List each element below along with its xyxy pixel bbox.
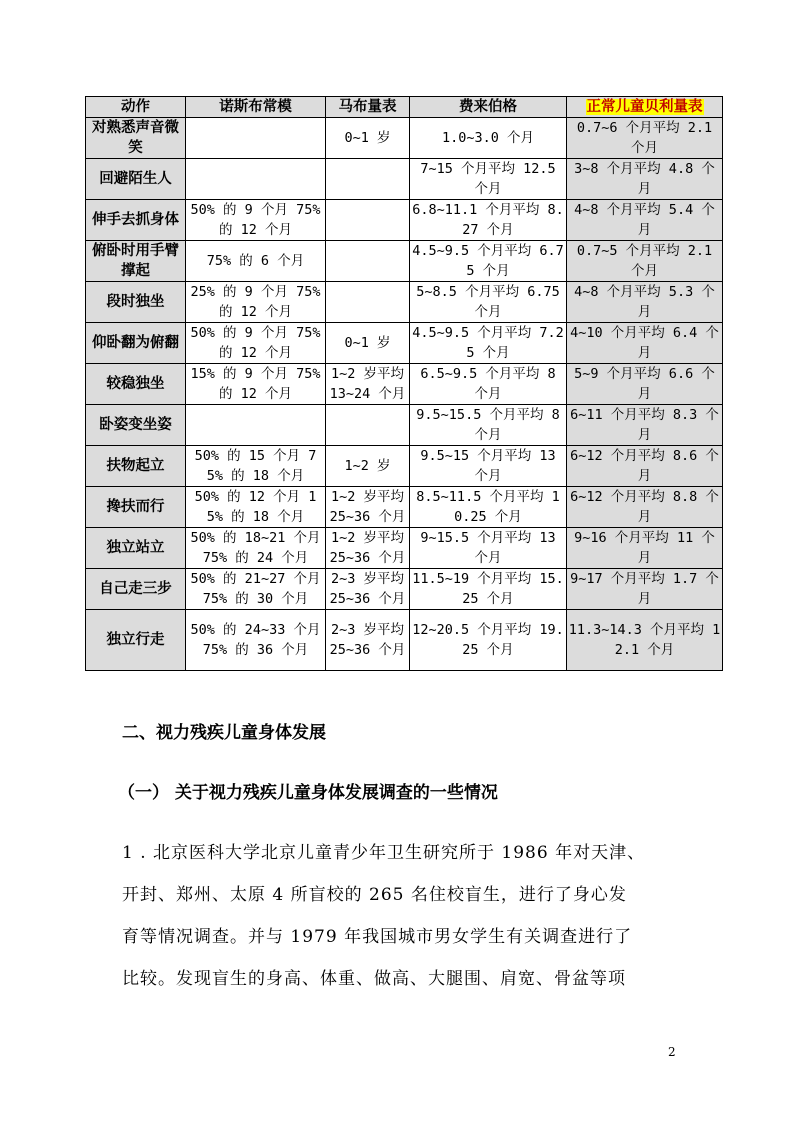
table-row <box>86 487 723 528</box>
header-bayley-scale <box>567 97 723 118</box>
maxfield-cell <box>326 159 410 200</box>
norris-cell: 50% 的 12 个月 15% 的 18 个月 <box>186 487 326 528</box>
paragraph-line: 比较。发现盲生的身高、体重、做高、大腿围、肩宽、骨盆等项 <box>122 969 626 989</box>
action-cell: 对熟悉声音微笑 <box>86 118 186 159</box>
action-cell: 伸手去抓身体 <box>86 200 186 241</box>
bayley-cell: 0.7~6 个月平均 2.1 个月 <box>567 118 723 159</box>
action-cell: 独立行走 <box>86 610 186 671</box>
fraiberg-cell: 11.5~19 个月平均 15.25 个月 <box>410 569 567 610</box>
bayley-cell: 4~8 个月平均 5.3 个月 <box>567 282 723 323</box>
paragraph-line: 育等情况调查。并与 1979 年我国城市男女学生有关调查进行了 <box>122 927 633 947</box>
header-maxfield-scale: 马布量表 <box>326 97 410 118</box>
bayley-cell: 6~11 个月平均 8.3 个月 <box>567 405 723 446</box>
action-cell: 自己走三步 <box>86 569 186 610</box>
action-cell: 独立站立 <box>86 528 186 569</box>
bayley-cell: 9~17 个月平均 1.7 个月 <box>567 569 723 610</box>
fraiberg-cell: 5~8.5 个月平均 6.75 个月 <box>410 282 567 323</box>
bayley-cell: 4~10 个月平均 6.4 个月 <box>567 323 723 364</box>
table-header-row <box>86 97 723 118</box>
table-row <box>86 323 723 364</box>
norris-cell: 50% 的 21~27 个月 75% 的 30 个月 <box>186 569 326 610</box>
norris-cell: 50% 的 24~33 个月 75% 的 36 个月 <box>186 610 326 671</box>
table-row <box>86 364 723 405</box>
section-title: 二、视力残疾儿童身体发展 <box>122 723 326 743</box>
fraiberg-cell: 4.5~9.5 个月平均 7.25 个月 <box>410 323 567 364</box>
table-row <box>86 241 723 282</box>
bayley-cell: 6~12 个月平均 8.6 个月 <box>567 446 723 487</box>
table-row <box>86 118 723 159</box>
header-action: 动作 <box>86 97 186 118</box>
bayley-cell: 0.7~5 个月平均 2.1 个月 <box>567 241 723 282</box>
norris-cell <box>186 405 326 446</box>
maxfield-cell <box>326 405 410 446</box>
maxfield-cell: 1~2 岁 <box>326 446 410 487</box>
table-row <box>86 405 723 446</box>
fraiberg-cell: 8.5~11.5 个月平均 10.25 个月 <box>410 487 567 528</box>
table-row <box>86 200 723 241</box>
fraiberg-cell: 4.5~9.5 个月平均 6.75 个月 <box>410 241 567 282</box>
fraiberg-cell: 6.8~11.1 个月平均 8.27 个月 <box>410 200 567 241</box>
header-fraiberg: 费来伯格 <box>410 97 567 118</box>
action-cell: 俯卧时用手臂撑起 <box>86 241 186 282</box>
norris-cell: 50% 的 18~21 个月 75% 的 24 个月 <box>186 528 326 569</box>
bayley-cell: 9~16 个月平均 11 个月 <box>567 528 723 569</box>
bayley-cell: 3~8 个月平均 4.8 个月 <box>567 159 723 200</box>
fraiberg-cell: 6.5~9.5 个月平均 8 个月 <box>410 364 567 405</box>
maxfield-cell <box>326 282 410 323</box>
development-comparison-table <box>85 96 723 671</box>
action-cell: 仰卧翻为俯翻 <box>86 323 186 364</box>
norris-cell: 50% 的 9 个月 75% 的 12 个月 <box>186 200 326 241</box>
maxfield-cell: 1~2 岁平均 25~36 个月 <box>326 528 410 569</box>
maxfield-cell: 0~1 岁 <box>326 118 410 159</box>
table-row <box>86 282 723 323</box>
fraiberg-cell: 1.0~3.0 个月 <box>410 118 567 159</box>
table-row <box>86 610 723 671</box>
norris-cell <box>186 118 326 159</box>
maxfield-cell: 2~3 岁平均 25~36 个月 <box>326 569 410 610</box>
maxfield-cell <box>326 241 410 282</box>
fraiberg-cell: 9~15.5 个月平均 13 个月 <box>410 528 567 569</box>
norris-cell <box>186 159 326 200</box>
subsection-title: （一） 关于视力残疾儿童身体发展调查的一些情况 <box>118 783 498 803</box>
action-cell: 卧姿变坐姿 <box>86 405 186 446</box>
bayley-cell: 5~9 个月平均 6.6 个月 <box>567 364 723 405</box>
norris-cell: 15% 的 9 个月 75% 的 12 个月 <box>186 364 326 405</box>
highlighted-header-text: 正常儿童贝利量表 <box>586 99 703 115</box>
table-row <box>86 159 723 200</box>
norris-cell: 75% 的 6 个月 <box>186 241 326 282</box>
fraiberg-cell: 9.5~15.5 个月平均 8 个月 <box>410 405 567 446</box>
norris-cell: 50% 的 15 个月 75% 的 18 个月 <box>186 446 326 487</box>
action-cell: 扶物起立 <box>86 446 186 487</box>
action-cell: 较稳独坐 <box>86 364 186 405</box>
header-norris-norm: 诺斯布常模 <box>186 97 326 118</box>
fraiberg-cell: 12~20.5 个月平均 19.25 个月 <box>410 610 567 671</box>
maxfield-cell: 1~2 岁平均 25~36 个月 <box>326 487 410 528</box>
fraiberg-cell: 9.5~15 个月平均 13 个月 <box>410 446 567 487</box>
table-row <box>86 569 723 610</box>
maxfield-cell: 2~3 岁平均 25~36 个月 <box>326 610 410 671</box>
norris-cell: 50% 的 9 个月 75% 的 12 个月 <box>186 323 326 364</box>
action-cell: 段时独坐 <box>86 282 186 323</box>
paragraph-line: 开封、郑州、太原 4 所盲校的 265 名住校盲生，进行了身心发 <box>122 885 627 905</box>
action-cell: 搀扶而行 <box>86 487 186 528</box>
action-cell: 回避陌生人 <box>86 159 186 200</box>
maxfield-cell: 1~2 岁平均 13~24 个月 <box>326 364 410 405</box>
norris-cell: 25% 的 9 个月 75% 的 12 个月 <box>186 282 326 323</box>
table-row <box>86 446 723 487</box>
table-row <box>86 528 723 569</box>
bayley-cell: 11.3~14.3 个月平均 12.1 个月 <box>567 610 723 671</box>
bayley-cell: 4~8 个月平均 5.4 个月 <box>567 200 723 241</box>
page-number: 2 <box>668 1045 676 1059</box>
maxfield-cell: 0~1 岁 <box>326 323 410 364</box>
maxfield-cell <box>326 200 410 241</box>
bayley-cell: 6~12 个月平均 8.8 个月 <box>567 487 723 528</box>
paragraph-line: 1 . 北京医科大学北京儿童青少年卫生研究所于 1986 年对天津、 <box>122 843 646 863</box>
fraiberg-cell: 7~15 个月平均 12.5 个月 <box>410 159 567 200</box>
